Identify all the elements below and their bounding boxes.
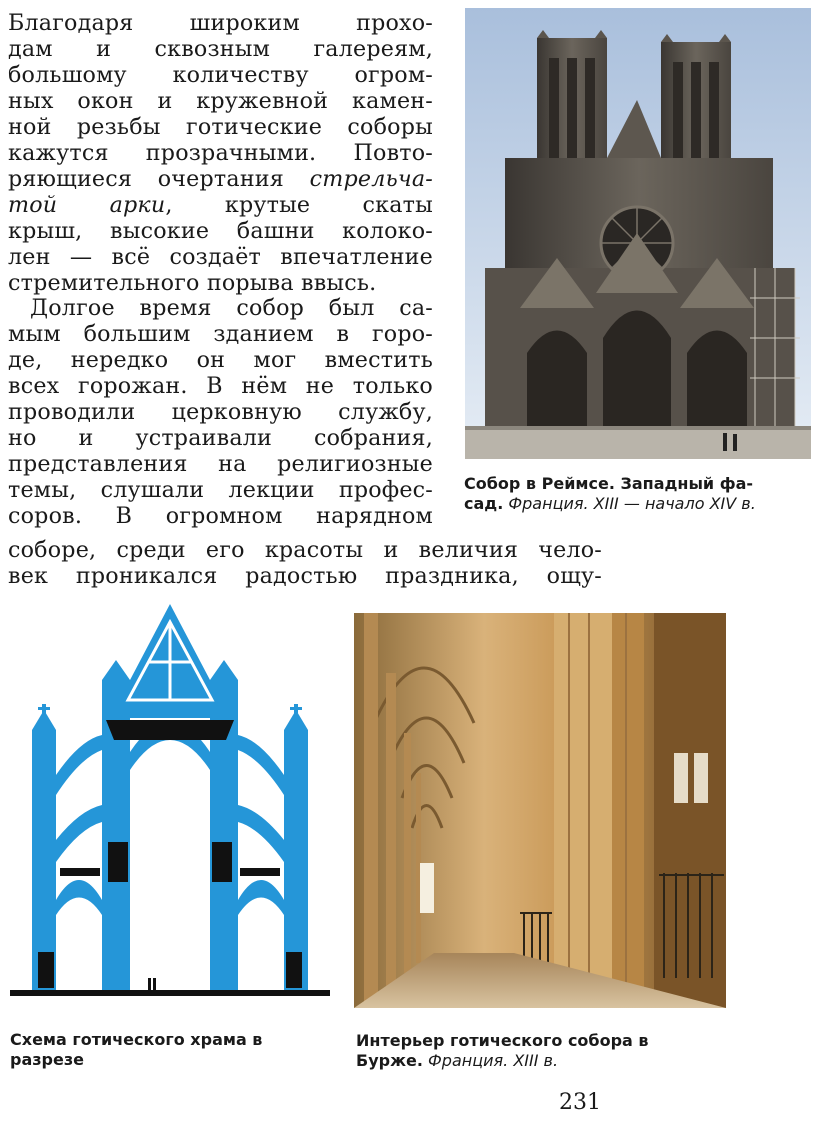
text-line: стремительного порыва ввысь. <box>8 270 377 296</box>
reims-cathedral-photo <box>465 8 811 459</box>
reims-photo-caption <box>464 474 809 514</box>
text-line <box>8 166 433 192</box>
text-line: большому количеству огром- <box>8 62 433 88</box>
text-line: кажутся прозрачными. Повто- <box>8 140 433 166</box>
text-line: де, нередко он мог вместить <box>8 347 433 373</box>
scheme-caption <box>10 1030 330 1070</box>
term-pointed-arch-part1: стрельча- <box>309 166 433 192</box>
text-line: век проникался радостью праздника, ощу- <box>8 563 602 589</box>
text-line: соров. В огромном нарядном <box>8 503 433 529</box>
text-line: соборе, среди его красоты и величия чело- <box>8 537 602 563</box>
paragraph-1 <box>8 10 433 296</box>
caption-subtitle: Франция. XIII — начало XIV в. <box>508 494 756 513</box>
text-line: ной резьбы готические соборы <box>8 114 433 140</box>
caption-title: Схема готического храма в <box>10 1030 263 1049</box>
text-line: представления на религиозные <box>8 451 433 477</box>
caption-title: сад. <box>464 494 504 513</box>
text-line <box>8 192 433 218</box>
caption-title: Интерьер готического собора в <box>356 1031 649 1050</box>
bourges-interior-photo <box>354 613 726 1008</box>
text-fragment: , крутые скаты <box>165 192 433 218</box>
text-line: ных окон и кружевной камен- <box>8 88 433 114</box>
text-line: проводили церковную службу, <box>8 399 433 425</box>
text-line: Благодаря широким прохо- <box>8 10 433 36</box>
text-line: темы, слушали лекции профес- <box>8 477 433 503</box>
text-line: Долгое время собор был са- <box>30 295 433 321</box>
reims-cathedral-illustration <box>465 8 811 459</box>
term-pointed-arch-part2: той арки <box>8 192 166 218</box>
text-line: но и устраивали собрания, <box>8 425 433 451</box>
caption-subtitle: Франция. XIII в. <box>428 1051 559 1070</box>
caption-title: Бурже. <box>356 1051 423 1070</box>
gothic-cross-section-diagram <box>10 600 330 1010</box>
text-fragment: ряющиеся очертания <box>8 166 310 192</box>
text-line: мым большим зданием в горо- <box>8 321 433 347</box>
caption-title: Собор в Реймсе. Западный фа- <box>464 474 754 493</box>
paragraph-2-continuation <box>8 537 602 589</box>
interior-photo-caption <box>356 1031 728 1071</box>
gothic-scheme-svg <box>10 600 330 1010</box>
caption-title: разрезе <box>10 1050 84 1069</box>
page-number: 231 <box>559 1090 601 1115</box>
text-line: дам и сквозным галереям, <box>8 36 433 62</box>
bourges-interior-illustration <box>354 613 726 1008</box>
text-line: лен — всё создаёт впечатление <box>8 244 433 270</box>
paragraph-2 <box>8 295 433 529</box>
text-line: крыш, высокие башни колоко- <box>8 218 433 244</box>
text-line: всех горожан. В нём не только <box>8 373 433 399</box>
